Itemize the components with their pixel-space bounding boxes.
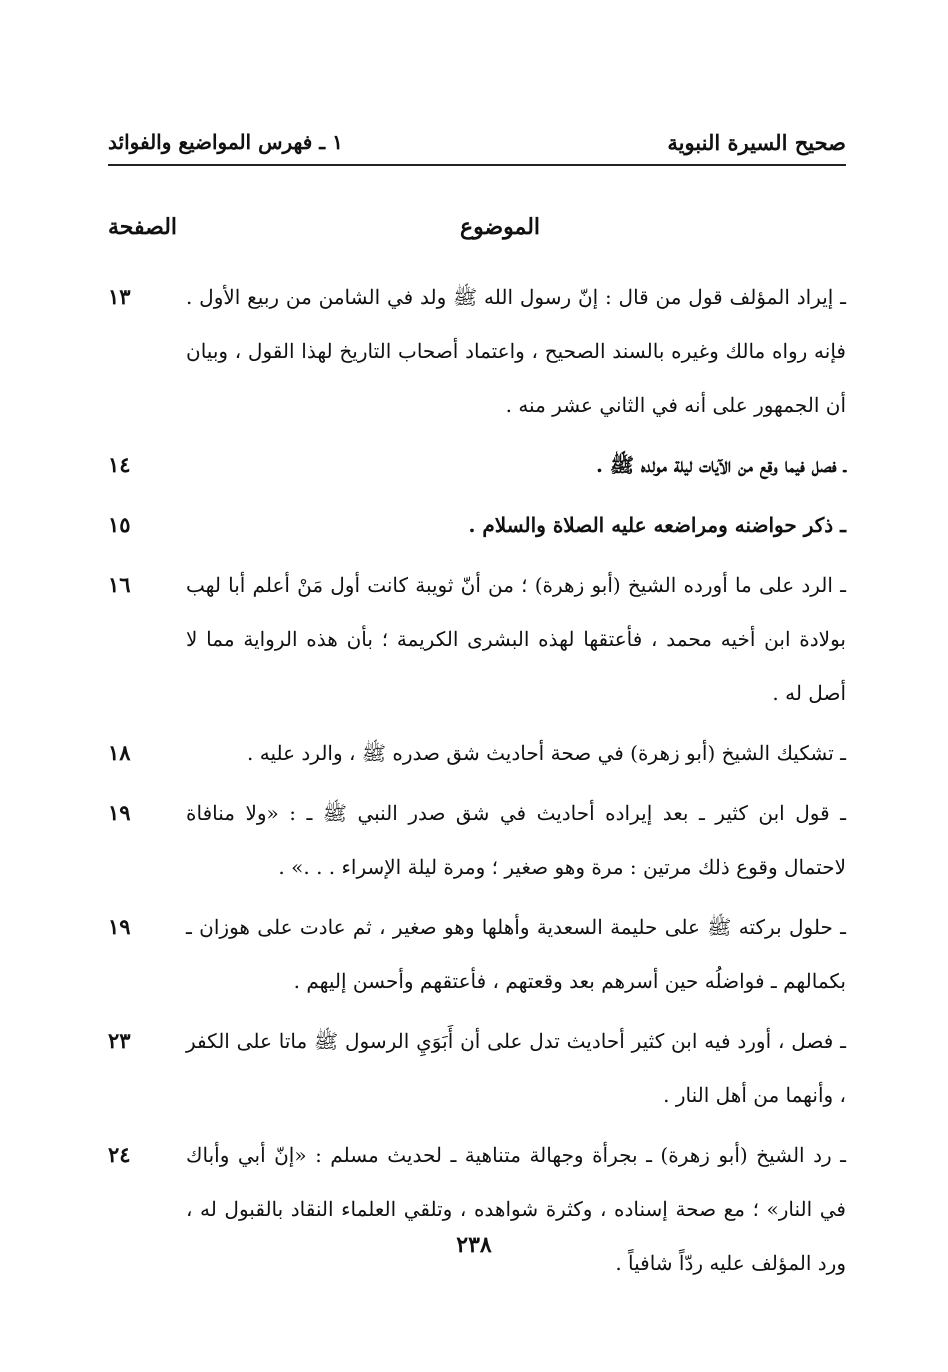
entry-page-number: ٢٣ xyxy=(108,1028,131,1053)
running-header xyxy=(108,126,846,166)
section-title: ١ ـ فهرس المواضيع والفوائد xyxy=(108,130,343,154)
index-entry xyxy=(108,1128,846,1290)
topic-column-heading: الموضوع xyxy=(459,214,541,240)
index-entry xyxy=(108,270,846,432)
entry-page-number: ١٩ xyxy=(108,914,131,939)
entry-text: ـ تشكيك الشيخ (أبو زهرة) في صحة أحاديث شق صدره ﷺ ، والرد عليه . xyxy=(247,741,846,765)
index-entries xyxy=(108,270,846,1296)
page-number: ٢٣٨ xyxy=(456,1232,492,1258)
entry-text: ـ فصل ، أورد فيه ابن كثير أحاديث تدل على أن أَبَوَيِ الرسول ﷺ ماتا على الكفر ، وأنهما من أهل النار . xyxy=(186,1029,846,1107)
index-entry xyxy=(108,558,846,720)
entry-page-number: ١٩ xyxy=(108,800,131,825)
index-entry xyxy=(108,1014,846,1122)
index-entry xyxy=(108,726,846,780)
entry-text: ـ قول ابن كثير ـ بعد إيراده أحاديث في شق صدر النبي ﷺ ـ : «ولا منافاة لاحتمال وقوع ذلك مرتين : مرة وهو صغير ؛ ومرة ليلة الإسراء . . .» . xyxy=(186,801,846,879)
entry-page-number: ١٨ xyxy=(108,740,131,765)
entry-text: ـ ذكر حواضنه ومراضعه عليه الصلاة والسلام . xyxy=(468,513,846,537)
entry-text: ـ رد الشيخ (أبو زهرة) ـ بجرأة وجهالة متناهية ـ لحديث مسلم : «إنّ أبي وأباك في النار» ؛ مع صحة إسناده ، وكثرة شواهده ، وتلقي العلماء النقاد بالقبول له ، ورد المؤلف عليه ردّاً شافياً . xyxy=(186,1143,846,1275)
entry-page-number: ١٤ xyxy=(108,452,131,477)
page-column-heading: الصفحة xyxy=(108,214,178,240)
index-entry xyxy=(108,438,846,492)
index-entry xyxy=(108,900,846,1008)
entry-page-number: ١٣ xyxy=(108,284,131,309)
entry-text: ـ فصل فيما وقع من الآيات ليلة مولده ﷺ . xyxy=(595,453,846,477)
entry-page-number: ٢٤ xyxy=(108,1142,131,1167)
entry-text: ـ إيراد المؤلف قول من قال : إنّ رسول الله ﷺ ولد في الشامن من ربيع الأول . فإنه رواه مالك وغيره بالسند الصحيح ، واعتماد أصحاب التاريخ لهذا القول ، وبيان أن الجمهور على أنه في الثاني عشر منه . xyxy=(186,285,846,417)
index-entry xyxy=(108,498,846,552)
entry-page-number: ١٥ xyxy=(108,512,131,537)
book-title: صحيح السيرة النبوية xyxy=(667,130,846,155)
entry-text: ـ الرد على ما أورده الشيخ (أبو زهرة) ؛ من أنّ ثويبة كانت أول مَنْ أعلم أبا لهب بولادة ابن أخيه محمد ، فأعتقها لهذه البشرى الكريمة ؛ بأن هذه الرواية مما لا أصل له . xyxy=(186,573,846,705)
entry-text: ـ حلول بركته ﷺ على حليمة السعدية وأهلها وهو صغير ، ثم عادت على هوزان ـ بكمالهم ـ فواضلُه حين أسرهم بعد وقعتهم ، فأعتقهم وأحسن إليهم . xyxy=(186,915,846,993)
entry-page-number: ١٦ xyxy=(108,572,131,597)
index-entry xyxy=(108,786,846,894)
